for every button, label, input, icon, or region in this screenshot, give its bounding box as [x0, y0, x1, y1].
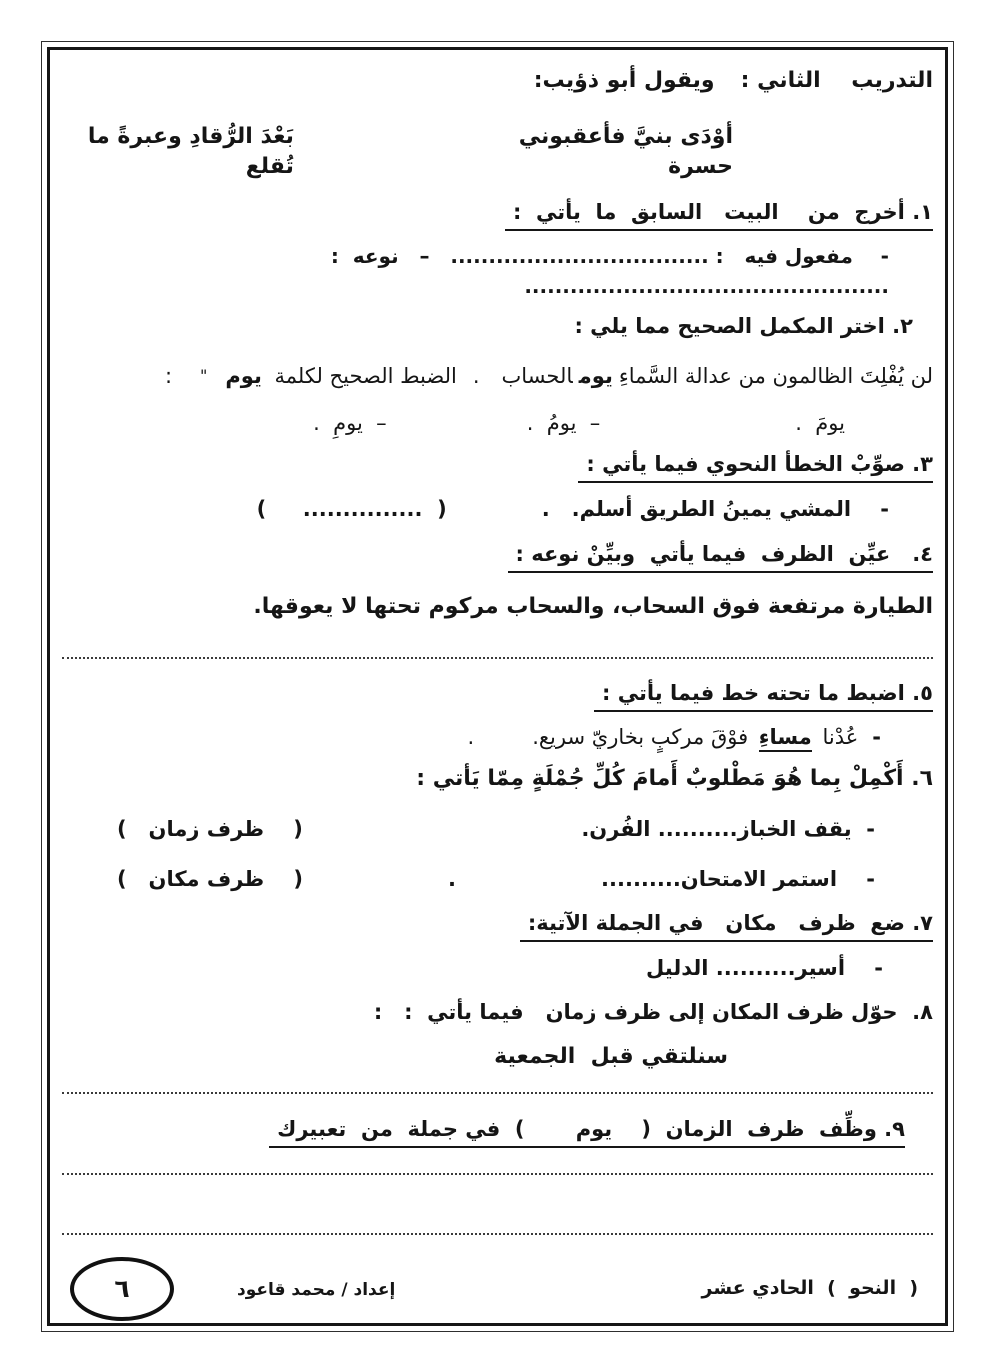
dotted-answer-line-3	[62, 1173, 933, 1175]
question-2-sentence	[62, 361, 933, 391]
page-border-outer	[41, 41, 954, 1332]
question-3-sentence: - المشي يمينُ الطريق أسلم. .	[541, 497, 889, 521]
verse-second-hemistich: بَعْدَ الرُّقادِ وعبرةً ما تُقلع	[80, 124, 294, 179]
footer-subject-label: ( النحو ) الحادي عشر	[701, 1277, 918, 1299]
page-number: ٦	[114, 1274, 130, 1303]
exercise-header	[62, 66, 933, 96]
q2-word-yawm-bold: يوم	[578, 364, 613, 388]
question-7	[62, 908, 933, 942]
question-3-answer-blank: ( ............... )	[256, 497, 447, 521]
q6-item-2-dot: .	[448, 867, 456, 891]
q2-prompt-word-yawm: يوم	[225, 364, 262, 388]
worksheet-content	[50, 50, 945, 1323]
page-border-inner	[47, 47, 948, 1326]
question-6-title: ٦. أَكْمِلْ بِما هُوَ مَطْلوبٌ أَمامَ كُلِّ جُمْلَةٍ مِمّا يَأتي :	[416, 766, 933, 791]
q2-quote-mark: "	[200, 366, 208, 385]
question-4-title: ٤. عيِّن الظرف فيما يأتي وبيِّنْ نوعه :	[508, 539, 933, 573]
question-7-title: ٧. ضع ظرف مكان في الجملة الآتية:	[520, 908, 933, 942]
q2-prompt-text: الضبط الصحيح لكلمة	[267, 364, 457, 388]
question-2-options	[62, 408, 933, 438]
poet-intro: ويقول أبو ذؤيب:	[533, 68, 715, 93]
question-4-sentence: الطيارة مرتفعة فوق السحاب، والسحاب مركوم تحتها لا يعوقها.	[253, 594, 933, 619]
poetry-verse	[62, 122, 933, 182]
question-4	[62, 539, 933, 573]
dotted-answer-line-4	[62, 1233, 933, 1235]
q6-item-1-sentence: - يقف الخباز.......... الفُرن.	[581, 817, 875, 841]
q6-item-1-answer: ( ظرف زمان )	[117, 817, 303, 841]
dotted-answer-line-1	[62, 657, 933, 659]
q2-separator-dot: .	[472, 364, 480, 388]
q6-item-2-sentence: - استمر الامتحان..........	[601, 867, 875, 891]
question-1-fill-line: - مفعول فيه : .................................. – نوعه : ................................................	[323, 244, 889, 298]
question-8-sentence: سنلتقي قبل الجمعية	[494, 1044, 728, 1069]
question-5-item	[62, 722, 933, 752]
question-3	[62, 449, 933, 483]
q2-sentence-start: لن يُفْلِتَ الظالمون من عدالة السَّماءِ	[618, 364, 933, 388]
question-8-title: ٨. حوّل ظرف المكان إلى ظرف زمان فيما يأتي : :	[373, 1000, 933, 1024]
exercise-title: التدريب الثاني :	[740, 68, 933, 93]
q5-underlined-word: مساءِ	[759, 725, 812, 752]
option-yawma-fatha: يومَ .	[795, 411, 845, 435]
q2-sentence-end: الحساب	[501, 364, 573, 388]
option-yawmu-damma: – يومُ .	[526, 411, 601, 435]
q5-dash: -	[872, 725, 881, 749]
verse-first-hemistich: أوْدَى بنيَّ فأعقبوني حسرة	[511, 124, 733, 179]
page-number-badge	[70, 1257, 174, 1321]
question-9	[62, 1114, 933, 1148]
q2-trailing-colon: :	[164, 364, 173, 388]
q5-sentence-end: فوْقَ مركبٍ بخاريّ سريع.	[532, 725, 755, 749]
question-3-item	[62, 494, 933, 524]
question-6-item-2	[62, 864, 933, 894]
page-footer	[62, 1267, 933, 1305]
footer-prepared-by: إعداد / محمد قاعود	[237, 1280, 396, 1300]
question-2-title: ٢. اختر المكمل الصحيح مما يلي :	[574, 314, 913, 338]
question-6-item-1	[62, 814, 933, 844]
option-yawmi-kasra: – يومِ .	[313, 411, 387, 435]
question-1-title: ١. أخرج من البيت السابق ما يأتي :	[505, 197, 933, 231]
question-1	[62, 197, 933, 231]
question-5-title: ٥. اضبط ما تحته خط فيما يأتي :	[594, 678, 933, 712]
q5-sentence-start: عُدْنا	[815, 725, 859, 749]
q6-item-2-answer: ( ظرف مكان )	[117, 867, 303, 891]
question-5	[62, 678, 933, 712]
question-9-title: ٩. وظِّف ظرف الزمان ( يوم ) في جملة من تعبيرك	[269, 1114, 905, 1148]
question-7-item: - أسير.......... الدليل	[646, 956, 883, 980]
dotted-answer-line-2	[62, 1092, 933, 1094]
q5-trailing-dot: .	[467, 725, 475, 749]
question-3-title: ٣. صوِّبْ الخطأ النحوي فيما يأتي :	[578, 449, 933, 483]
